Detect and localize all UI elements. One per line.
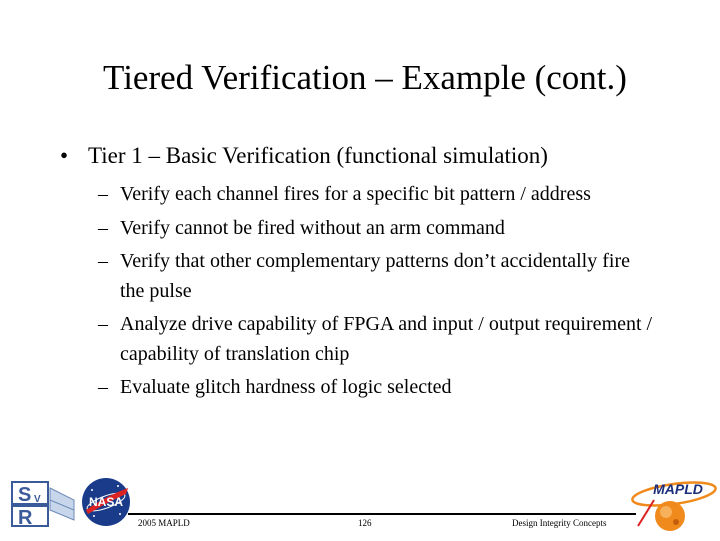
dash-marker: –	[98, 313, 108, 335]
svr-logo-icon	[10, 480, 76, 533]
list-item-text: Verify cannot be fired without an arm command	[120, 216, 505, 239]
list-item	[98, 214, 658, 244]
svg-text:S: S	[18, 484, 32, 506]
dash-marker: –	[98, 376, 108, 398]
footer-rule	[128, 513, 636, 515]
nasa-logo-icon	[80, 476, 132, 533]
mapld-logo-icon	[628, 470, 718, 541]
footer-right-text: Design Integrity Concepts	[512, 518, 607, 528]
bullet-marker: •	[60, 143, 69, 168]
mapld-logo-text: MAPLD	[653, 481, 703, 497]
svg-text:R: R	[18, 507, 33, 528]
dash-marker: –	[98, 250, 108, 272]
list-item-text: Verify that other complementary patterns don’t accidentally fire the pulse	[120, 250, 630, 302]
list-item-text: Evaluate glitch hardness of logic selected	[120, 376, 452, 398]
list-item	[98, 310, 658, 369]
dash-marker: –	[98, 216, 108, 239]
nasa-logo-text: NASA	[88, 495, 124, 509]
list-item	[98, 180, 658, 210]
bullet-text: Tier 1 – Basic Verification (functional simulation)	[88, 143, 548, 168]
list-item-text: Verify each channel fires for a specific bit pattern / address	[120, 183, 591, 205]
dash-marker: –	[98, 183, 108, 205]
list-item	[98, 247, 658, 306]
list-item-text: Analyze drive capability of FPGA and input / output requirement / capability of translation chip	[120, 313, 653, 365]
slide-title: Tiered Verification – Example (cont.)	[103, 58, 627, 97]
footer-left-text: 2005 MAPLD	[138, 518, 190, 528]
sub-bullet-list	[98, 180, 658, 407]
main-bullet	[60, 143, 700, 169]
page-number: 126	[358, 518, 372, 528]
svg-text:V: V	[34, 494, 41, 505]
list-item	[98, 373, 658, 403]
